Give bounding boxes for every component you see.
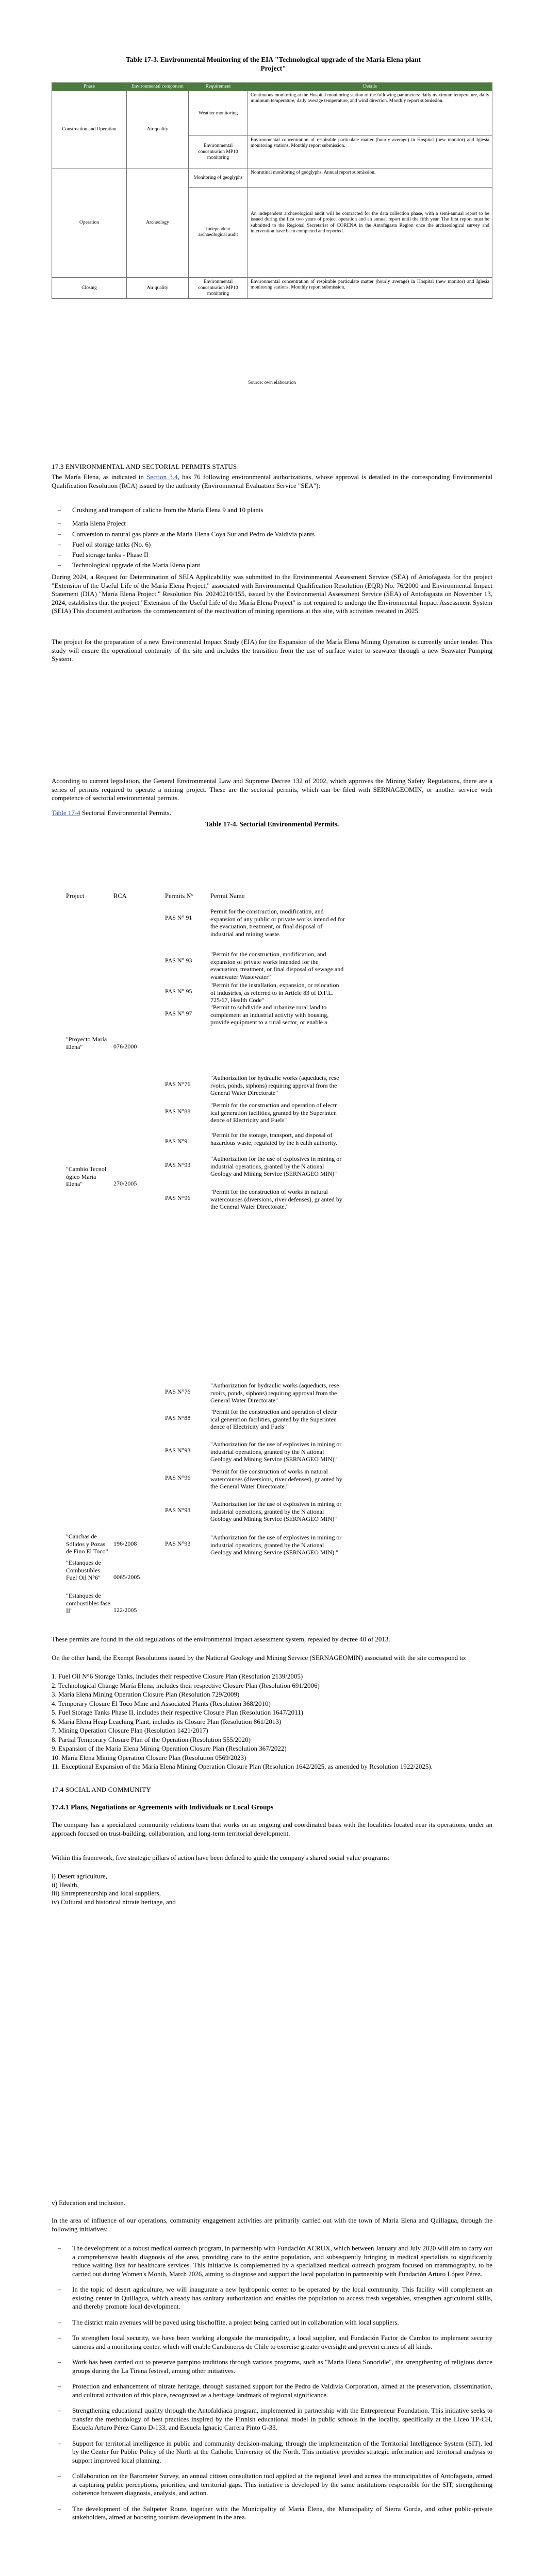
requirement-cell: Weather monitoring	[189, 91, 248, 136]
paragraph: During 2024, a Request for Determination of SEIA Applicability was submitted to the Environmental Assessment Service (SEA) of Antofagasta for the project "Extension of the Useful Life of the María Elena Project," associated with Environmental Qualification Resolution (EQR) No. 76/2000 and Environmental Impact Statement (DIA) "María Elena Project." Resolution No. 20240210/155, issued by the Environmental Assessment Service (SEA) of Antofagasta on November 13, 2024, establishes that the project "Extension of the Useful Life of the María Elena Project" is not required to undergo the Environmental Impact Assessment System (SEIA) This document authorizes the commencement of the reactivation of mining operations at this site, with activities restated in 2025.	[52, 573, 492, 615]
resolutions-list	[52, 1672, 492, 1772]
permit-name: "Permit for the construction and operation of electr ical generation facilities, granted by the Superinten dence of Electricity and Fuels"	[210, 1408, 337, 1431]
section-heading-17-3: 17.3 ENVIRONMENTAL AND SECTORIAL PERMITS STATUS	[52, 463, 237, 470]
permit-name: "Authorization for the use of explosives in mining or industrial operations, granted by the N ational Geology and Mining Service (SERNAGEO MIN)."	[210, 1534, 342, 1556]
details-cell: Environmental concentration of respirable particulate matter (hourly average) in Hospital (new monitor) and Iglesia monitoring stations. Monthly report submission.	[248, 136, 492, 168]
list-item: – Technological upgrade of the María Elena plant	[52, 561, 492, 569]
list-item: – To strengthen local security, we have been working alongside the municipality, a local supplier, and Fundación Factor de Cambio to implement security cameras and a monitoring center, which will enable Carabineros de Chile to exercise greater oversight and prevent crimes of all kinds.	[52, 2334, 492, 2351]
pillars-list	[52, 1872, 492, 1906]
component-cell: Air quality	[127, 91, 189, 168]
phase-cell: Construction and Operation	[52, 91, 127, 168]
list-item: 9. Expansion of the María Elena Mining Operation Closure Plan (Resolution 367/2022)	[52, 1744, 287, 1752]
permit-number: PAS N° 91	[165, 914, 192, 921]
list-item: – Strengthening educational quality through the Antofaldiaca program, implemented in partnership with the Entrepreneur Foundation. This initiative seeks to transfer the methodology of best practices inspired by the Finnish educational model in public schools in the locality, specifically at the Liceo TP-CH, Escuela Arturo Pérez Canto D-133, and Escuela Ignacio Carrera Pinto G-33.	[52, 2406, 492, 2432]
pillar-item: iv) Cultural and historical nitrate heritage, and	[52, 1897, 176, 1906]
list-item: – Protection and enhancement of nitrate heritage, through sustained support for the Pedro de Valdivia Corporation, aimed at the preservation, dissemination, and cultural activation of this place, recognized as a heritage landmark of regional significance.	[52, 2382, 492, 2399]
environmental-monitoring-table	[52, 82, 492, 299]
permit-number: PAS N°76	[165, 1388, 191, 1395]
component-cell: Archeology	[127, 168, 189, 278]
pillar-item: ii) Health,	[52, 1880, 79, 1889]
component-cell: Air quality	[127, 278, 189, 299]
list-item: – The development of a robust medical outreach program, in partnership with Fundación ACRUX, which between January and July 2020 will aim to carry out a comprehensive health diagnosis of the area, providing care to the entire population, and subsequently bringing in medical specialists to significantly reduce waiting lists for healthcare services. This initiative is complemented by a specialized medical outreach program focused on mammography, to be carried out during Women's Month, March 2026, aiming to diagnose and support the local population in partnership with Fundación Arturo López Pérez.	[52, 2244, 492, 2278]
paragraph: The company has a specialized community relations team that works on an ongoing and coordinated basis with the localities located near its operations, under an approach focused on trust-building, collaboration, and long-term territorial development.	[52, 1821, 492, 1837]
table-source: Source: own elaboration	[248, 380, 296, 385]
text: The María Elena, as indicated in	[52, 473, 147, 481]
permit-number: PAS N°96	[165, 1194, 191, 1201]
list-item: – Crushing and transport of caliche from the María Elena 9 and 10 plants	[52, 506, 492, 514]
section-link[interactable]: Section 3.4	[146, 473, 178, 481]
project-name: "Estanques de combustibles fase II"	[66, 1592, 110, 1615]
list-item: – Work has been carried out to preserve pampino traditions through various programs, such as "María Elena Sonoridle", the strengthening of religious dance groups during the La Tirana festival, among other initiatives.	[52, 2358, 492, 2375]
details-cell: Environmental concentration of respirable particulate matter (hourly average) in Hospital (new monitor) and Iglesia monitoring stations. Monthly report submission.	[248, 278, 492, 299]
details-cell: Continuous monitoring at the Hospital monitoring station of the following parameters: daily maximum temperature, daily minimum temperature, daily average temperature, and wind direction. Monthly report submission.	[248, 91, 492, 136]
list-item: – Support for territorial intelligence in public and community decision-making, through the implementation of the Territorial Intelligence System (SIT), led by the Center for Public Policy of the North at the Catholic University of the North. This initiative provides strategic information and territorial analysis to support improved local planning.	[52, 2439, 492, 2465]
permit-name: "Permit for the construction of works in natural watercourses (diversions, river defenses), gr anted by the General Water Directorate."	[210, 1468, 342, 1490]
caption-line: Project"	[260, 64, 286, 72]
phase-cell: Operation	[52, 168, 127, 278]
permit-number: PAS N°91	[165, 1138, 191, 1145]
permit-name: "Authorization for the use of explosives in mining or industrial operations, granted by the N ational Geology and Mining Service (SERNAGEO MIN)"	[210, 1440, 342, 1463]
rca-number: 270/2005	[113, 1180, 137, 1187]
permit-number: PAS N°88	[165, 1414, 191, 1421]
col-rca: RCA	[113, 892, 127, 900]
permit-name: "Permit for the installation, expansion, or relocation of industries, as referred to in Article 83 of D.F.L. 725/67, Health Code"	[210, 981, 339, 1004]
list-item: 10. María Elena Mining Operation Closure Plan (Resolution 0569/2023)	[52, 1753, 246, 1761]
list-item: – The development of the Saltpeter Route, together with the Municipality of María Elena, the Municipality of Sierra Gorda, and other public-private stakeholders, aimed at boosting tourism development in the area.	[52, 2505, 492, 2522]
table-17-4-caption: Table 17-4. Sectorial Environmental Permits.	[205, 820, 339, 828]
list-item: 11. Exceptional Expansion of the María Elena Mining Operation Closure Plan (Resolution 1642/2025, as amended by Resolution 1922/2025).	[52, 1762, 433, 1770]
permit-name: "Permit for the construction, modification, and expansion of private works intended for the evacuation, treatment, or final disposal of sewage and wastewater Wastewater"	[210, 951, 344, 980]
permit-name: "Authorization for hydraulic works (aqueducts, rese rvoirs, ponds, siphons) requiring approval from the General Water Directorate"	[210, 1382, 339, 1404]
rca-number: 0065/2005	[113, 1573, 140, 1581]
project-name: "Proyecto María Elena"	[66, 1036, 107, 1050]
permit-number: PAS N°93	[165, 1447, 191, 1454]
list-item: – Collaboration on the Barometer Survey, an annual citizen consultation tool applied at the regional level and across the municipalities of Antofagasta, aimed at capturing public perceptions, priorities, and territorial gaps. This initiative is developed by the same institutions responsible for the SIT, strengthening coherence between diagnosis, analysis, and action.	[52, 2472, 492, 2498]
initiatives-list	[52, 2244, 492, 2529]
paragraph	[52, 809, 492, 818]
rca-number: 122/2005	[113, 1606, 137, 1614]
details-cell: Nonrutinal monitoring of geoglyphs. Annual report submission.	[248, 168, 492, 188]
permit-number: PAS N°93	[165, 1540, 191, 1547]
list-item: 8. Partial Temporary Closure Plan of the Operation (Resolution 555/2020)	[52, 1735, 251, 1743]
col-permit-name: Permit Name	[210, 892, 245, 900]
list-item: 3. María Elena Mining Operation Closure Plan (Resolution 729/2009)	[52, 1690, 240, 1698]
list-item: – The district main avenues will be paved using bischoffite, a project being carried out in collaboration with local suppliers.	[52, 2318, 492, 2327]
paragraph: According to current legislation, the General Environmental Law and Supreme Decree 132 of 2002, which approves the Mining Safety Regulations, there are a series of permits required to operate a mining project. These are the sectorial permits, which can be filed with SERNAGEOMIN, or another service with competence of sectorial environmental permits.	[52, 777, 492, 802]
pillar-item: v) Education and inclusion.	[52, 2199, 125, 2207]
list-item: 6. María Elena Heap Leaching Plant, includes its Closure Plan (Resolution 861/2013)	[52, 1717, 282, 1725]
text: , has 76 following environmental authorizations, whose approval is detailed in the corresponding Environmental Qualification Resolution (RCA) issued by the authority (Environmental Evaluation Service "SEA"):	[52, 473, 492, 489]
pillar-item: iii) Entrepreneurship and local suppliers,	[52, 1889, 161, 1897]
text: Sectorial Environmental Permits.	[80, 809, 171, 817]
permit-number: PAS N° 97	[165, 1010, 192, 1017]
project-name: "Cambio Tecnol ógico María Elena"	[66, 1165, 107, 1188]
permit-number: PAS N°88	[165, 1108, 191, 1115]
permit-name: "Authorization for hydraulic works (aqueducts, rese rvoirs, ponds, siphons) requiring approval from the General Water Directorate"	[210, 1074, 339, 1097]
paragraph: These permits are found in the old regulations of the environmental impact assessment system, repealed by decree 40 of 2013.	[52, 1635, 390, 1643]
paragraph: In the area of influence of our operations, community engagement activities are primarily carried out with the town of María Elena and Quillagua, through the following initiatives:	[52, 2216, 492, 2233]
paragraph: The project for the preparation of a new Environmental Impact Study (EIA) for the Expansion of the María Elena Mining Operation is currently under tender. This study will ensure the operational continuity of the site and includes the transition from the use of surface water to seawater through a new Seawater Pumping System.	[52, 638, 492, 663]
permit-number: PAS N°93	[165, 1161, 191, 1168]
requirement-cell: Environmental concentration MP10 monitoring	[189, 278, 248, 299]
phase-cell: Closing	[52, 278, 127, 299]
list-item: – Conversion to natural gas plants at the María Elena Coya Sur and Pedro de Valdivia plants	[52, 530, 492, 538]
subsection-heading: 17.4.1 Plans, Negotiations or Agreements with Individuals or Local Groups	[52, 1803, 274, 1811]
col-details: Details	[248, 83, 492, 91]
details-cell: An independent archaeological audit will be contracted for the data collection phase, with a semi-annual report to be issued during the first two years of project operation and an annual report until the fifth year. The first report must be submitted to the Regional Secretariat of CORENA in the Antofagasta Region once the archaeological survey and intervention have been completed and reported.	[248, 188, 492, 278]
table-row	[52, 91, 492, 136]
list-item: 1. Fuel Oil N°6 Storage Tanks, includes their respective Closure Plan (Resolution 2139/2005)	[52, 1672, 303, 1680]
permit-name: "Authorization for the use of explosives in mining or industrial operations, granted by the N ational Geology and Mining Service (SERNAGEO MIN)"	[210, 1155, 342, 1178]
rca-number: 076/2000	[113, 1043, 137, 1050]
list-item: 4. Temporary Closure El Toco Mine and Associated Plants (Resolution 368/2010)	[52, 1699, 271, 1707]
rca-number: 196/2008	[113, 1540, 137, 1547]
list-item: 2. Technological Change María Elena, includes their respective Closure Plan (Resolution 691/2006)	[52, 1681, 320, 1689]
requirement-cell: Environmental concentration MP10 monitoring	[189, 136, 248, 168]
permit-name: "Permit for the construction of works in natural watercourses (diversions, river defenses), gr anted by the General Water Directorate."	[210, 1188, 342, 1211]
caption-line: Table 17-3. Environmental Monitoring of the EIA "Technological upgrade of the María Elena plant	[126, 56, 421, 63]
permit-number: PAS N° 93	[165, 957, 192, 964]
section-heading-17-4: 17.4 SOCIAL AND COMMUNITY	[52, 1786, 152, 1793]
col-project: Project	[66, 892, 85, 900]
list-item: – Fuel oil storage tanks (No. 6)	[52, 540, 492, 549]
col-phase: Phase	[52, 83, 127, 91]
paragraph	[52, 473, 492, 490]
list-item: – Fuel storage tanks - Phase II	[52, 551, 492, 559]
permit-name: "Permit for the construction and operation of electr ical generation facilities, granted by the Superinten dence of Electricity and Fuels"	[210, 1101, 337, 1124]
table-row	[52, 278, 492, 299]
list-item: – In the topic of desert agriculture, we will inaugurate a new hydroponic center to be operated by the local community. This facility will complement an existing center in Quillagua, which already has sanitary authorization and enables the population to access fresh vegetables, strengthen agricultural skills, and thereby promote local development.	[52, 2285, 492, 2311]
paragraph: On the other hand, the Exempt Resolutions issued by the National Geology and Mining Service (SERNAGEOMIN) associated with the site correspond to:	[52, 1654, 467, 1662]
table-link[interactable]: Table 17-4	[52, 809, 80, 817]
authorization-list	[52, 506, 492, 572]
pillar-item: i) Desert agriculture,	[52, 1872, 107, 1880]
table-row	[52, 168, 492, 188]
permit-name: "Permit for the storage, transport, and disposal of hazardous waste, regulated by the h ealth authority."	[210, 1131, 340, 1146]
permit-number: PAS N°96	[165, 1474, 191, 1481]
project-name: "Estanques de Combustibles Fuel Oil N°6"	[66, 1559, 101, 1582]
requirement-cell: Independent archaeological audit	[189, 188, 248, 278]
permit-number: PAS N° 95	[165, 988, 192, 995]
requirement-cell: Monitoring of geoglyphs	[189, 168, 248, 188]
list-item: – María Elena Project	[52, 519, 492, 528]
permit-name: "Permit to subdivide and urbanize rural land to complement an industrial activity with housing, provide equipment to a rural sector, or enable a	[210, 1004, 329, 1026]
list-item: 7. Mining Operation Closure Plan (Resolution 1421/2017)	[52, 1726, 208, 1734]
project-name: "Canchas de Sólidos y Pozas de Fino El Toco"	[66, 1533, 108, 1555]
permit-number: PAS N°93	[165, 1506, 191, 1514]
col-component: Environmental component	[127, 83, 189, 91]
table-header-row	[52, 83, 492, 91]
table-17-3-caption	[77, 56, 469, 73]
permit-number: PAS N°76	[165, 1080, 191, 1088]
col-permit-number: Permits N°	[165, 892, 194, 900]
permit-name: Permit for the construction, modification, and expansion of any public or private works intend ed for the evacuation, treatment, or final disposal of industrial and mining waste.	[210, 908, 345, 938]
paragraph: Within this framework, five strategic pillars of action have been defined to guide the company's shared social value programs:	[52, 1854, 390, 1861]
list-item: 5. Fuel Storage Tanks Phase II, includes their respective Closure Plan (Resolution 1647/2011)	[52, 1708, 303, 1716]
permit-name: "Authorization for the use of explosives in mining or industrial operations, granted by the N ational Geology and Mining Service (SERNAGEO MIN)"	[210, 1500, 342, 1523]
col-requirement: Requirement	[189, 83, 248, 91]
